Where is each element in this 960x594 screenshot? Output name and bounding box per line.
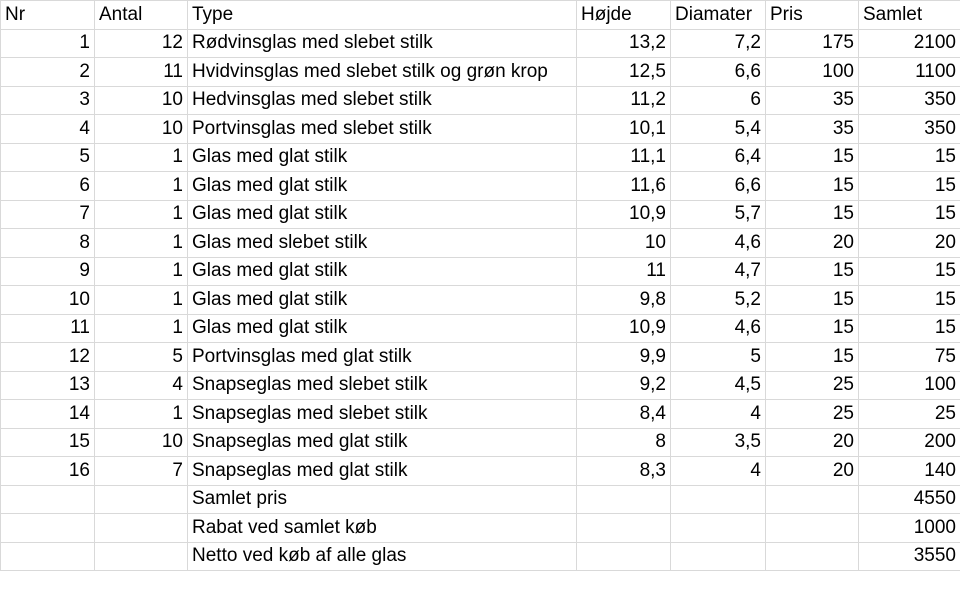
cell-hojde[interactable]: 10,1 xyxy=(577,115,671,144)
header-row xyxy=(1,1,960,30)
cell-nr[interactable]: 7 xyxy=(1,200,95,229)
empty-cell[interactable] xyxy=(95,514,188,543)
cell-type[interactable]: Hvidvinsglas med slebet stilk og grøn krop xyxy=(188,58,577,87)
summary-row xyxy=(1,542,960,571)
cell-antal[interactable]: 1 xyxy=(95,314,188,343)
cell-type[interactable]: Glas med glat stilk xyxy=(188,314,577,343)
header-samlet[interactable]: Samlet xyxy=(859,1,960,30)
empty-cell[interactable] xyxy=(766,485,859,514)
cell-samlet[interactable]: 350 xyxy=(859,86,960,115)
summary-row xyxy=(1,514,960,543)
table-row xyxy=(1,286,960,315)
cell-nr[interactable]: 8 xyxy=(1,229,95,258)
cell-antal[interactable]: 4 xyxy=(95,371,188,400)
cell-nr[interactable]: 6 xyxy=(1,172,95,201)
cell-type[interactable]: Rødvinsglas med slebet stilk xyxy=(188,29,577,58)
summary-label[interactable]: Netto ved køb af alle glas xyxy=(188,542,577,571)
cell-antal[interactable]: 10 xyxy=(95,428,188,457)
table-row xyxy=(1,29,960,58)
cell-antal[interactable]: 1 xyxy=(95,257,188,286)
cell-diamater[interactable]: 4 xyxy=(671,400,766,429)
cell-hojde[interactable]: 9,9 xyxy=(577,343,671,372)
cell-pris[interactable]: 15 xyxy=(766,343,859,372)
empty-cell[interactable] xyxy=(671,542,766,571)
cell-type[interactable]: Glas med glat stilk xyxy=(188,257,577,286)
cell-type[interactable]: Snapseglas med slebet stilk xyxy=(188,400,577,429)
cell-pris[interactable]: 15 xyxy=(766,200,859,229)
cell-samlet[interactable]: 25 xyxy=(859,400,960,429)
cell-antal[interactable]: 1 xyxy=(95,172,188,201)
cell-diamater[interactable]: 4,7 xyxy=(671,257,766,286)
table-row xyxy=(1,457,960,486)
cell-pris[interactable]: 35 xyxy=(766,86,859,115)
cell-type[interactable]: Glas med glat stilk xyxy=(188,172,577,201)
cell-nr[interactable]: 15 xyxy=(1,428,95,457)
cell-diamater[interactable]: 6,6 xyxy=(671,172,766,201)
table-row xyxy=(1,172,960,201)
table-row xyxy=(1,400,960,429)
cell-diamater[interactable]: 4,6 xyxy=(671,314,766,343)
cell-pris[interactable]: 15 xyxy=(766,257,859,286)
cell-samlet[interactable]: 15 xyxy=(859,143,960,172)
cell-diamater[interactable]: 4,6 xyxy=(671,229,766,258)
cell-pris[interactable]: 15 xyxy=(766,172,859,201)
header-pris[interactable]: Pris xyxy=(766,1,859,30)
empty-cell[interactable] xyxy=(766,514,859,543)
table-row xyxy=(1,229,960,258)
cell-nr[interactable]: 11 xyxy=(1,314,95,343)
cell-hojde[interactable]: 11 xyxy=(577,257,671,286)
cell-pris[interactable]: 35 xyxy=(766,115,859,144)
table-row xyxy=(1,314,960,343)
cell-samlet[interactable]: 100 xyxy=(859,371,960,400)
cell-hojde[interactable]: 8,4 xyxy=(577,400,671,429)
cell-antal[interactable]: 11 xyxy=(95,58,188,87)
cell-nr[interactable]: 14 xyxy=(1,400,95,429)
cell-antal[interactable]: 10 xyxy=(95,86,188,115)
cell-type[interactable]: Snapseglas med slebet stilk xyxy=(188,371,577,400)
cell-type[interactable]: Snapseglas med glat stilk xyxy=(188,428,577,457)
cell-hojde[interactable]: 8,3 xyxy=(577,457,671,486)
cell-samlet[interactable]: 2100 xyxy=(859,29,960,58)
table-row xyxy=(1,343,960,372)
table-row xyxy=(1,143,960,172)
cell-diamater[interactable]: 5,7 xyxy=(671,200,766,229)
cell-hojde[interactable]: 9,2 xyxy=(577,371,671,400)
cell-pris[interactable]: 100 xyxy=(766,58,859,87)
empty-cell[interactable] xyxy=(1,514,95,543)
cell-pris[interactable]: 175 xyxy=(766,29,859,58)
cell-diamater[interactable]: 3,5 xyxy=(671,428,766,457)
cell-nr[interactable]: 4 xyxy=(1,115,95,144)
cell-nr[interactable]: 9 xyxy=(1,257,95,286)
cell-hojde[interactable]: 10,9 xyxy=(577,314,671,343)
header-diamater[interactable]: Diamater xyxy=(671,1,766,30)
empty-cell[interactable] xyxy=(671,514,766,543)
summary-row xyxy=(1,485,960,514)
cell-antal[interactable]: 7 xyxy=(95,457,188,486)
cell-pris[interactable]: 25 xyxy=(766,400,859,429)
cell-pris[interactable]: 15 xyxy=(766,143,859,172)
cell-diamater[interactable]: 6,6 xyxy=(671,58,766,87)
cell-diamater[interactable]: 7,2 xyxy=(671,29,766,58)
summary-value[interactable]: 4550 xyxy=(859,485,960,514)
empty-cell[interactable] xyxy=(671,485,766,514)
table-row xyxy=(1,86,960,115)
cell-type[interactable]: Snapseglas med glat stilk xyxy=(188,457,577,486)
cell-hojde[interactable]: 11,1 xyxy=(577,143,671,172)
cell-nr[interactable]: 3 xyxy=(1,86,95,115)
table-row xyxy=(1,115,960,144)
cell-nr[interactable]: 10 xyxy=(1,286,95,315)
empty-cell[interactable] xyxy=(577,542,671,571)
cell-diamater[interactable]: 4,5 xyxy=(671,371,766,400)
empty-cell[interactable] xyxy=(95,542,188,571)
cell-samlet[interactable]: 15 xyxy=(859,286,960,315)
summary-value[interactable]: 3550 xyxy=(859,542,960,571)
cell-samlet[interactable]: 15 xyxy=(859,172,960,201)
cell-antal[interactable]: 1 xyxy=(95,400,188,429)
cell-samlet[interactable]: 350 xyxy=(859,115,960,144)
cell-hojde[interactable]: 10,9 xyxy=(577,200,671,229)
cell-pris[interactable]: 15 xyxy=(766,314,859,343)
cell-nr[interactable]: 13 xyxy=(1,371,95,400)
cell-type[interactable]: Glas med glat stilk xyxy=(188,143,577,172)
cell-samlet[interactable]: 75 xyxy=(859,343,960,372)
empty-cell[interactable] xyxy=(1,542,95,571)
cell-diamater[interactable]: 5,4 xyxy=(671,115,766,144)
cell-samlet[interactable]: 1100 xyxy=(859,58,960,87)
cell-samlet[interactable]: 140 xyxy=(859,457,960,486)
cell-type[interactable]: Glas med glat stilk xyxy=(188,286,577,315)
cell-type[interactable]: Glas med slebet stilk xyxy=(188,229,577,258)
cell-diamater[interactable]: 5 xyxy=(671,343,766,372)
empty-cell[interactable] xyxy=(95,485,188,514)
cell-type[interactable]: Portvinsglas med glat stilk xyxy=(188,343,577,372)
table-row xyxy=(1,58,960,87)
cell-hojde[interactable]: 11,2 xyxy=(577,86,671,115)
header-hojde[interactable]: Højde xyxy=(577,1,671,30)
cell-hojde[interactable]: 12,5 xyxy=(577,58,671,87)
cell-samlet[interactable]: 200 xyxy=(859,428,960,457)
cell-antal[interactable]: 1 xyxy=(95,143,188,172)
cell-nr[interactable]: 16 xyxy=(1,457,95,486)
cell-diamater[interactable]: 6,4 xyxy=(671,143,766,172)
cell-hojde[interactable]: 13,2 xyxy=(577,29,671,58)
cell-antal[interactable]: 1 xyxy=(95,200,188,229)
cell-diamater[interactable]: 5,2 xyxy=(671,286,766,315)
cell-type[interactable]: Hedvinsglas med slebet stilk xyxy=(188,86,577,115)
empty-cell[interactable] xyxy=(577,514,671,543)
cell-type[interactable]: Glas med glat stilk xyxy=(188,200,577,229)
cell-samlet[interactable]: 15 xyxy=(859,314,960,343)
cell-antal[interactable]: 1 xyxy=(95,229,188,258)
summary-value[interactable]: 1000 xyxy=(859,514,960,543)
summary-label[interactable]: Samlet pris xyxy=(188,485,577,514)
cell-nr[interactable]: 12 xyxy=(1,343,95,372)
cell-antal[interactable]: 10 xyxy=(95,115,188,144)
table-row xyxy=(1,257,960,286)
table-row xyxy=(1,200,960,229)
cell-nr[interactable]: 2 xyxy=(1,58,95,87)
cell-pris[interactable]: 20 xyxy=(766,229,859,258)
cell-hojde[interactable]: 10 xyxy=(577,229,671,258)
cell-diamater[interactable]: 4 xyxy=(671,457,766,486)
header-antal[interactable]: Antal xyxy=(95,1,188,30)
cell-pris[interactable]: 20 xyxy=(766,428,859,457)
cell-pris[interactable]: 15 xyxy=(766,286,859,315)
cell-pris[interactable]: 25 xyxy=(766,371,859,400)
cell-antal[interactable]: 1 xyxy=(95,286,188,315)
cell-pris[interactable]: 20 xyxy=(766,457,859,486)
cell-antal[interactable]: 12 xyxy=(95,29,188,58)
table-row xyxy=(1,428,960,457)
empty-cell[interactable] xyxy=(766,542,859,571)
cell-hojde[interactable]: 9,8 xyxy=(577,286,671,315)
summary-label[interactable]: Rabat ved samlet køb xyxy=(188,514,577,543)
cell-antal[interactable]: 5 xyxy=(95,343,188,372)
empty-cell[interactable] xyxy=(577,485,671,514)
cell-hojde[interactable]: 8 xyxy=(577,428,671,457)
header-nr[interactable]: Nr xyxy=(1,1,95,30)
header-type[interactable]: Type xyxy=(188,1,577,30)
table-row xyxy=(1,371,960,400)
cell-samlet[interactable]: 15 xyxy=(859,257,960,286)
cell-type[interactable]: Portvinsglas med slebet stilk xyxy=(188,115,577,144)
cell-nr[interactable]: 1 xyxy=(1,29,95,58)
cell-hojde[interactable]: 11,6 xyxy=(577,172,671,201)
cell-diamater[interactable]: 6 xyxy=(671,86,766,115)
cell-samlet[interactable]: 15 xyxy=(859,200,960,229)
cell-samlet[interactable]: 20 xyxy=(859,229,960,258)
empty-cell[interactable] xyxy=(1,485,95,514)
cell-nr[interactable]: 5 xyxy=(1,143,95,172)
